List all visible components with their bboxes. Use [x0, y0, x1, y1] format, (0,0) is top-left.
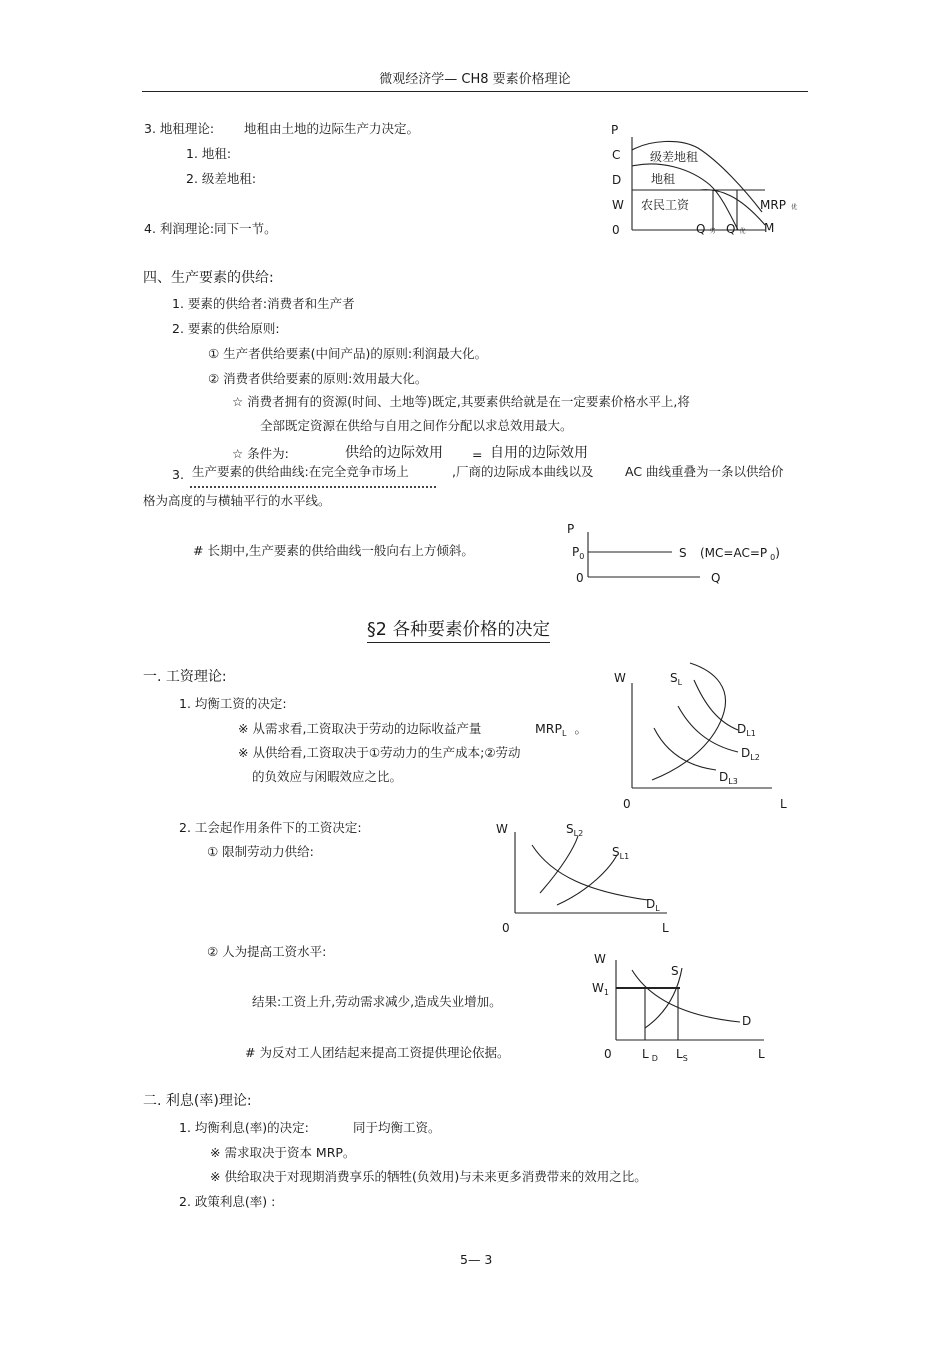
wage-chart-1-dl1: $D_{L1}$ [737, 722, 756, 738]
supply-s3-text-a: 生产要素的供给曲线:在完全竞争市场上 [192, 464, 409, 479]
wage-chart-3-ls: $L_S$ [676, 1047, 688, 1063]
rent-sub-1: 1. 地租: [186, 146, 232, 161]
wage-chart-1-dl1 [694, 680, 738, 730]
supply-star1-b: 全部既定资源在供给与自用之间作分配以求总效用最大。 [260, 418, 573, 433]
supply-s3-num: 3. [172, 467, 184, 482]
rent-chart-c: C [612, 148, 621, 162]
supply-s3-text-c: AC 曲线重叠为一条以供给价 [625, 464, 784, 479]
wage-chart-2-dl [532, 845, 648, 900]
wage-chart-3-s: S [671, 964, 679, 978]
wage-chart-2-l: L [662, 921, 669, 935]
interest-supply: ※ 供给取决于对现期消费享乐的牺牲(负效用)与未来更多消费带来的效用之比。 [210, 1169, 647, 1184]
supply-s2: 2. 要素的供给原则: [172, 321, 280, 336]
supply-star1-a: ☆ 消费者拥有的资源(时间、土地等)既定,其要素供给就是在一定要素价格水平上,将 [232, 394, 690, 409]
page-header: 微观经济学— CH8 要素价格理论 [379, 72, 571, 87]
wage-title: 一. 工资理论: [143, 669, 227, 685]
wage-chart-1-w: W [614, 671, 626, 685]
wage-result: 结果:工资上升,劳动需求减少,造成失业增加。 [252, 994, 502, 1009]
supply-title: 四、生产要素的供给: [143, 270, 274, 286]
rent-chart-q2: Q优 [726, 222, 746, 236]
wage-chart-1-sl: $S_L$ [670, 671, 683, 687]
wage-chart-2-dl: $D_L$ [646, 897, 660, 913]
rent-chart-curve-mid [632, 164, 738, 230]
wage-w1-supply-a: ※ 从供给看,工资取决于①劳动力的生产成本;②劳动 [238, 745, 521, 760]
emphasis-dots [190, 486, 436, 488]
wage-chart-2-sl1 [557, 855, 617, 905]
wage-chart-1-zero: 0 [623, 797, 631, 811]
wage-chart-3-ld: L $_D$ [642, 1047, 658, 1063]
wage-basis: # 为反对工人团结起来提高工资提供理论依据。 [245, 1045, 510, 1060]
wage-chart-3-w1: $W_1$ [592, 981, 609, 997]
wage-chart-3-zero: 0 [604, 1047, 612, 1061]
wage-w2-2: ② 人为提高工资水平: [207, 944, 327, 959]
supply-long-run: # 长期中,生产要素的供给曲线一般向右上方倾斜。 [193, 543, 474, 558]
rent-chart-p: P [611, 123, 619, 137]
wage-w2-1: ① 限制劳动力供给: [207, 844, 314, 859]
rent-chart-w: W [612, 198, 624, 212]
rent-chart-q1: Q劣 [696, 222, 716, 236]
interest-i1: 1. 均衡利息(率)的决定: [179, 1120, 309, 1135]
wage-chart-1-dl3: $D_{L3}$ [719, 770, 738, 786]
rent-item-label: 3. 地租理论: [144, 121, 215, 136]
rent-sub-2: 2. 级差地租: [186, 171, 257, 186]
rent-chart-diff-rent: 级差地租 [650, 150, 699, 164]
rent-chart-rent: 地租 [651, 172, 676, 186]
supply-chart-p: P [567, 522, 575, 536]
supply-chart-note: (MC=AC=P $_0$) [700, 546, 780, 562]
wage-w1-demand: ※ 从需求看,工资取决于劳动的边际收益产量 [238, 721, 482, 736]
rent-chart-mrp: MRP 优 [760, 198, 797, 212]
wage-chart-1-dl2 [678, 706, 738, 752]
rent-item-text: 地租由土地的边际生产力决定。 [244, 121, 420, 136]
wage-w1: 1. 均衡工资的决定: [179, 696, 287, 711]
wage-chart-3-l: L [758, 1047, 765, 1061]
wage-chart-2-sl2 [540, 836, 578, 893]
wage-chart-3-d: D [742, 1014, 752, 1028]
supply-s3-text-d: 格为高度的与横轴平行的水平线。 [143, 493, 331, 508]
supply-chart-zero: 0 [576, 571, 584, 585]
interest-i1-b: 同于均衡工资。 [353, 1120, 441, 1135]
supply-p1: ① 生产者供给要素(中间产品)的原则:利润最大化。 [208, 346, 488, 361]
wage-w1-supply-b: 的负效应与闲暇效应之比。 [252, 769, 403, 784]
page-number: 5— 3 [460, 1252, 493, 1267]
interest-i2: 2. 政策利息(率) : [179, 1194, 276, 1209]
wage-chart-1-dl2: $D_{L2}$ [741, 746, 760, 762]
rent-chart-m: M [764, 221, 775, 235]
profit-item: 4. 利润理论:同下一节。 [144, 221, 277, 236]
wage-chart-2-sl2: $S_{L2}$ [566, 822, 584, 838]
supply-chart-q: Q [711, 571, 721, 585]
rent-chart-mrp-curve [700, 190, 765, 225]
interest-title: 二. 利息(率)理论: [143, 1093, 252, 1109]
supply-star2-eq: = [472, 447, 483, 462]
wage-chart-2-sl1: $S_{L1}$ [612, 845, 630, 861]
header-rule [142, 91, 808, 92]
supply-star2-rhs: 自用的边际效用 [490, 445, 588, 461]
wage-chart-3-demand [632, 970, 740, 1022]
rent-chart-zero: 0 [612, 223, 620, 237]
supply-star2-lhs: 供给的边际效用 [345, 445, 443, 461]
supply-s3-text-b: ,厂商的边际成本曲线以及 [452, 464, 594, 479]
rent-chart-farmer-wage: 农民工资 [641, 198, 690, 212]
section-2-title: §2 各种要素价格的决定 [367, 619, 550, 643]
supply-star2-label: ☆ 条件为: [232, 446, 289, 461]
wage-chart-1-dl3 [654, 728, 716, 770]
wage-w2: 2. 工会起作用条件下的工资决定: [179, 820, 362, 835]
supply-s1: 1. 要素的供给者:消费者和生产者 [172, 296, 355, 311]
supply-p2: ② 消费者供给要素的原则:效用最大化。 [208, 371, 428, 386]
wage-chart-3-w: W [594, 952, 606, 966]
rent-chart-d: D [612, 173, 622, 187]
wage-chart-2-w: W [496, 822, 508, 836]
wage-w1-mrp: $MRP_L$ 。 [535, 721, 587, 738]
supply-chart-p0: $P_0$ [572, 545, 585, 561]
wage-chart-1-l: L [780, 797, 787, 811]
wage-chart-2-zero: 0 [502, 921, 510, 935]
wage-chart-1-supply [652, 663, 726, 780]
interest-demand: ※ 需求取决于资本 MRP。 [210, 1145, 356, 1160]
supply-chart-s: S [679, 546, 687, 560]
